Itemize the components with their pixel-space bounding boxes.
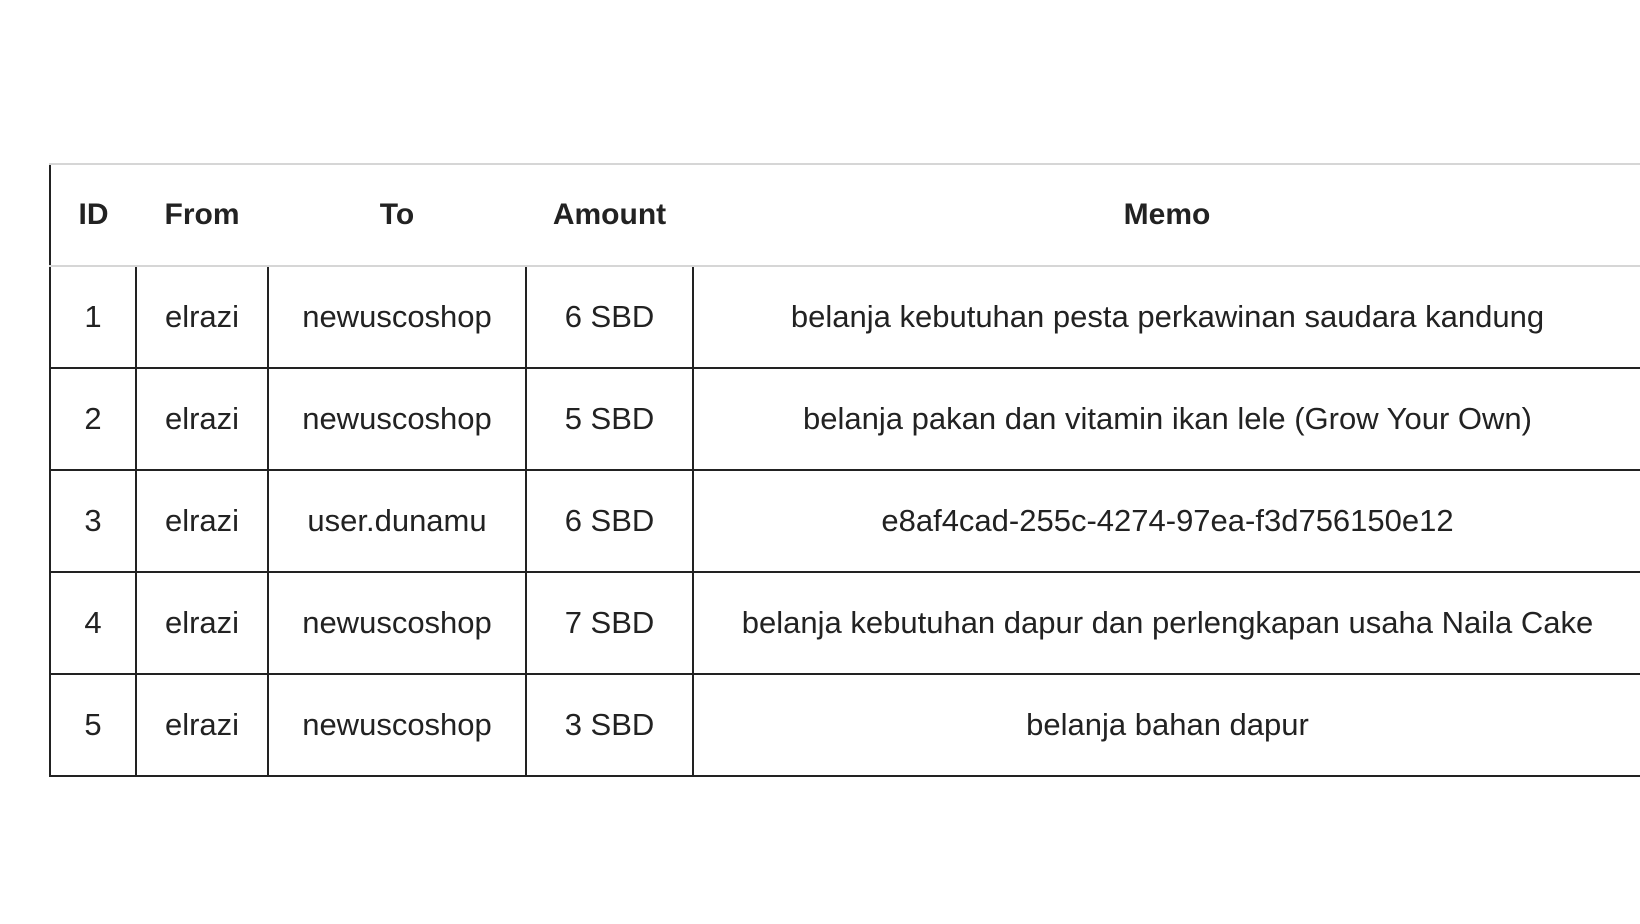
cell-from: elrazi xyxy=(136,368,268,470)
header-from: From xyxy=(136,164,268,266)
cell-amount: 7 SBD xyxy=(526,572,693,674)
header-id: ID xyxy=(50,164,136,266)
cell-id: 5 xyxy=(50,674,136,776)
table-header xyxy=(50,164,1640,266)
header-to: To xyxy=(268,164,526,266)
cell-id: 2 xyxy=(50,368,136,470)
cell-memo: e8af4cad-255c-4274-97ea-f3d756150e12 xyxy=(693,470,1640,572)
table-row xyxy=(50,470,1640,572)
header-row xyxy=(50,164,1640,266)
header-amount: Amount xyxy=(526,164,693,266)
cell-to: newuscoshop xyxy=(268,266,526,368)
table-row xyxy=(50,572,1640,674)
cell-to: user.dunamu xyxy=(268,470,526,572)
cell-from: elrazi xyxy=(136,266,268,368)
cell-amount: 3 SBD xyxy=(526,674,693,776)
header-memo: Memo xyxy=(693,164,1640,266)
cell-amount: 5 SBD xyxy=(526,368,693,470)
cell-to: newuscoshop xyxy=(268,674,526,776)
cell-id: 1 xyxy=(50,266,136,368)
cell-to: newuscoshop xyxy=(268,368,526,470)
table-row xyxy=(50,674,1640,776)
cell-from: elrazi xyxy=(136,470,268,572)
transfer-table xyxy=(49,163,1640,777)
cell-memo: belanja pakan dan vitamin ikan lele (Grow Your Own) xyxy=(693,368,1640,470)
cell-memo: belanja kebutuhan dapur dan perlengkapan usaha Naila Cake xyxy=(693,572,1640,674)
cell-amount: 6 SBD xyxy=(526,470,693,572)
cell-memo: belanja kebutuhan pesta perkawinan saudara kandung xyxy=(693,266,1640,368)
table-body xyxy=(50,266,1640,776)
cell-from: elrazi xyxy=(136,572,268,674)
cell-id: 3 xyxy=(50,470,136,572)
transfer-table-container xyxy=(49,163,1640,777)
cell-from: elrazi xyxy=(136,674,268,776)
cell-memo: belanja bahan dapur xyxy=(693,674,1640,776)
cell-amount: 6 SBD xyxy=(526,266,693,368)
cell-to: newuscoshop xyxy=(268,572,526,674)
cell-id: 4 xyxy=(50,572,136,674)
table-row xyxy=(50,266,1640,368)
table-row xyxy=(50,368,1640,470)
